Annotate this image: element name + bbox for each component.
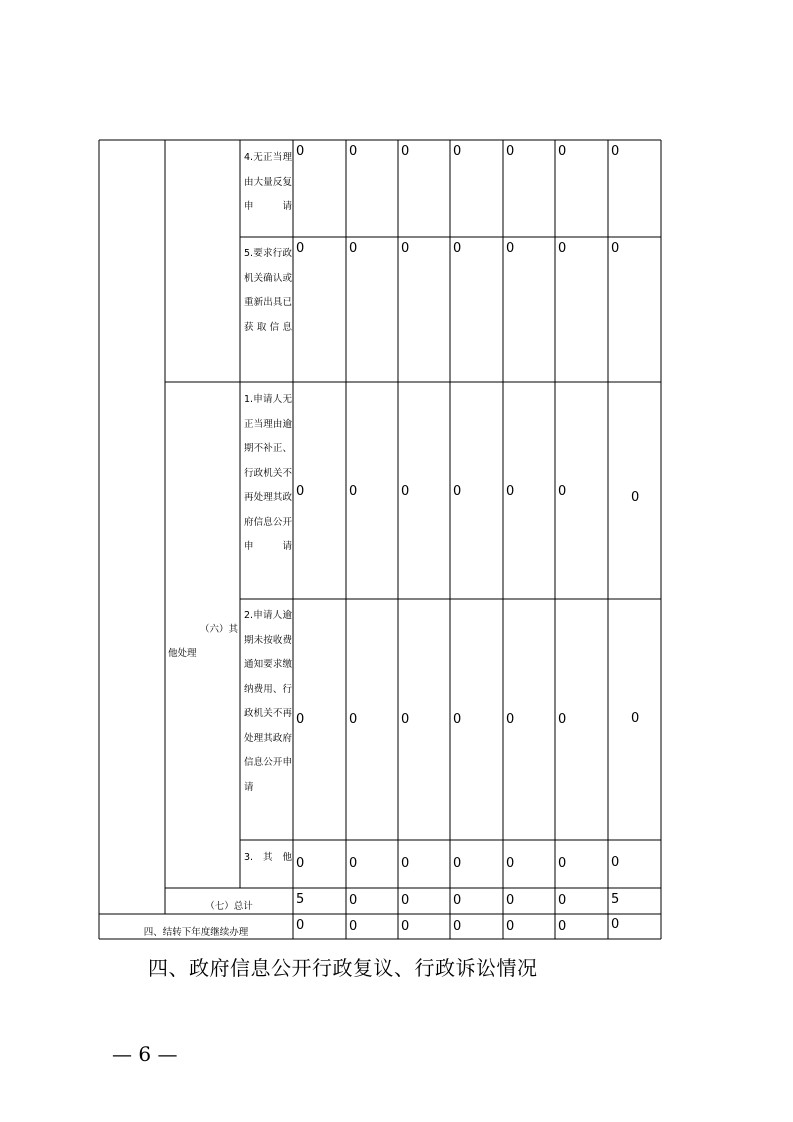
cell-value: 0 xyxy=(558,712,567,727)
cell-value: 0 xyxy=(453,484,462,499)
cell-value: 0 xyxy=(611,855,620,870)
carry-value: 0 xyxy=(506,919,515,934)
total-value: 0 xyxy=(453,893,462,908)
carry-value: 0 xyxy=(401,919,410,934)
row-label-3-other: 3.其他 xyxy=(244,852,292,863)
cell-value: 0 xyxy=(296,484,305,499)
cell-value: 0 xyxy=(296,856,305,871)
cell-value: 0 xyxy=(296,712,305,727)
total-value: 0 xyxy=(558,893,567,908)
row-label-5-reconfirm-info: 5.要求行政机关确认或重新出具已获取信息 xyxy=(244,248,292,333)
cell-value: 0 xyxy=(349,484,358,499)
cell-value: 0 xyxy=(401,241,410,256)
cell-value: 0 xyxy=(631,490,640,505)
cell-value: 0 xyxy=(558,856,567,871)
group-label-other-handling: （六）其他处理 xyxy=(168,624,238,659)
cell-value: 0 xyxy=(349,856,358,871)
cell-value: 0 xyxy=(611,144,620,159)
carry-value: 0 xyxy=(611,917,620,932)
row-label-4-unreasonable-repeat: 4.无正当理由大量反复申请 xyxy=(244,152,292,212)
cell-value: 0 xyxy=(558,144,567,159)
cell-value: 0 xyxy=(611,241,620,256)
total-value: 5 xyxy=(296,892,305,907)
cell-value: 0 xyxy=(506,712,515,727)
cell-value: 0 xyxy=(453,144,462,159)
carry-value: 0 xyxy=(558,919,567,934)
total-label: （七）总计 xyxy=(205,901,253,912)
row-label-1-no-correction: 1.申请人无正当理由逾期不补正、行政机关不再处理其政府信息公开申请 xyxy=(244,394,292,552)
carry-value: 0 xyxy=(453,919,462,934)
cell-value: 0 xyxy=(631,711,640,726)
carry-over-label: 四、结转下年度继续办理 xyxy=(143,927,249,938)
total-value: 0 xyxy=(349,893,358,908)
cell-value: 0 xyxy=(401,712,410,727)
carry-value: 0 xyxy=(296,918,305,933)
cell-value: 0 xyxy=(453,241,462,256)
cell-value: 0 xyxy=(401,484,410,499)
cell-value: 0 xyxy=(506,856,515,871)
cell-value: 0 xyxy=(506,484,515,499)
page-number: — 6 — xyxy=(112,1042,178,1066)
cell-value: 0 xyxy=(558,484,567,499)
cell-value: 0 xyxy=(453,712,462,727)
cell-value: 0 xyxy=(296,144,305,159)
cell-value: 0 xyxy=(401,144,410,159)
cell-value: 0 xyxy=(349,712,358,727)
row-label-2-no-fee-payment: 2.申请人逾期未按收费通知要求缴纳费用、行政机关不再处理其政府信息公开申请 xyxy=(244,610,292,793)
cell-value: 0 xyxy=(401,856,410,871)
cell-value: 0 xyxy=(506,241,515,256)
total-value: 0 xyxy=(401,893,410,908)
cell-value: 0 xyxy=(453,856,462,871)
total-value: 5 xyxy=(611,892,620,907)
cell-value: 0 xyxy=(349,241,358,256)
total-value: 0 xyxy=(506,893,515,908)
cell-value: 0 xyxy=(506,144,515,159)
carry-value: 0 xyxy=(349,919,358,934)
cell-value: 0 xyxy=(558,241,567,256)
section-heading: 四、政府信息公开行政复议、行政诉讼情况 xyxy=(148,956,538,980)
cell-value: 0 xyxy=(349,144,358,159)
cell-value: 0 xyxy=(296,241,305,256)
